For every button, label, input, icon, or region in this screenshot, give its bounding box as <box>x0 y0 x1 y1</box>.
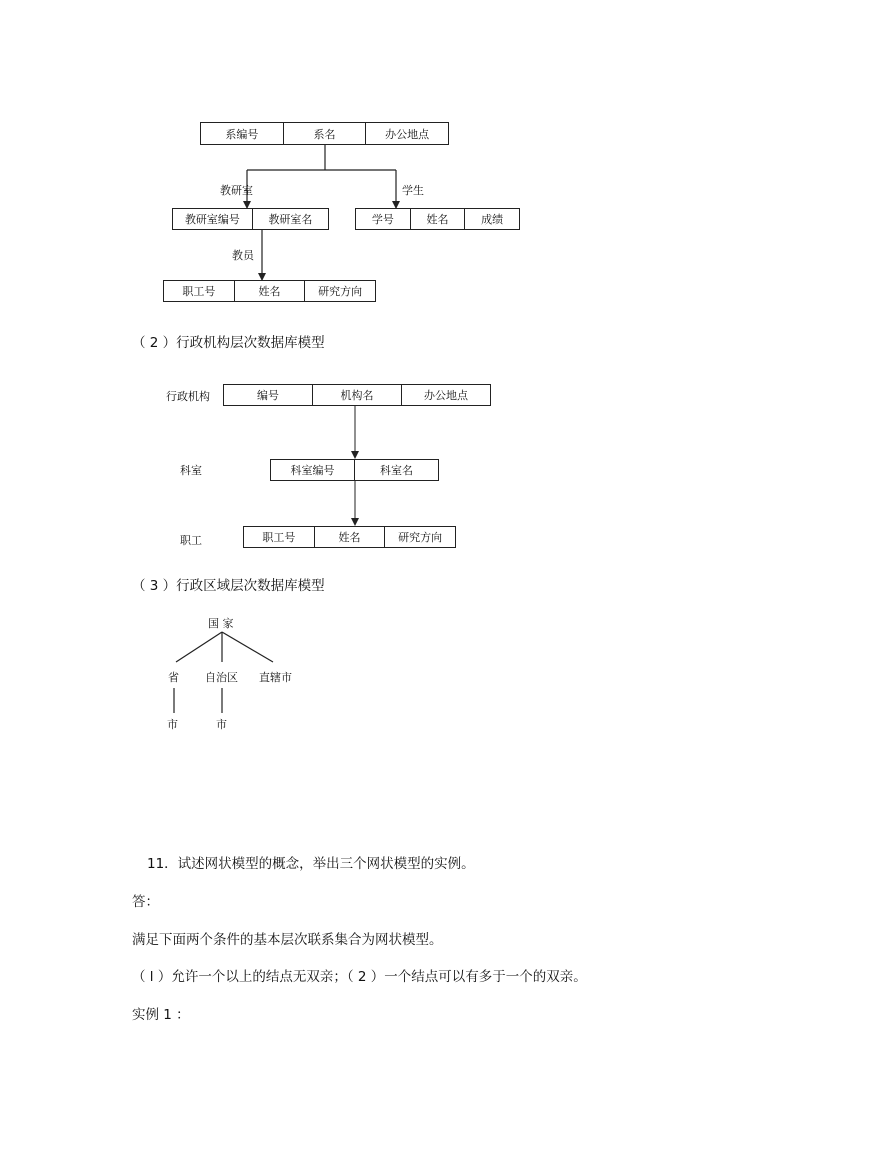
jys-record <box>172 208 329 230</box>
heading-region-model: （ 3 ）行政区域层次数据库模型 <box>132 578 325 594</box>
field-cell: 职工号 <box>182 285 216 298</box>
field-cell: 机构名 <box>312 385 401 405</box>
field-cell: 科室名 <box>354 460 438 480</box>
tree-node-city: 市 <box>167 718 178 731</box>
office-record <box>270 459 439 481</box>
segment-label-staff: 职工 <box>180 534 202 547</box>
tree-node-autonomous-region: 自治区 <box>205 671 238 684</box>
student-record <box>355 208 520 230</box>
teacher-record <box>163 280 376 302</box>
field-cell: 研究方向 <box>304 281 375 301</box>
field-cell: 学号 <box>371 213 394 226</box>
field-cell: 办公地点 <box>365 123 448 144</box>
definition-paragraph: 满足下面两个条件的基本层次联系集合为网状模型。 <box>132 932 443 948</box>
segment-label-jys: 教研室 <box>220 184 253 197</box>
field-cell: 姓名 <box>410 209 465 229</box>
example-1-label: 实例 1 ： <box>132 1007 190 1023</box>
tree-node-province: 省 <box>168 671 179 684</box>
segment-label-office: 科室 <box>180 464 202 477</box>
segment-label-org: 行政机构 <box>166 390 210 403</box>
segment-label-student: 学生 <box>402 184 424 197</box>
field-cell: 科室编号 <box>290 464 335 477</box>
question-11: 11．试述网状模型的概念，举出三个网状模型的实例。 <box>147 856 475 872</box>
field-cell: 编号 <box>257 389 279 402</box>
field-cell: 系编号 <box>225 127 259 141</box>
field-cell: 教研室名 <box>252 209 328 229</box>
answer-label: 答： <box>132 894 159 910</box>
field-cell: 研究方向 <box>384 527 455 547</box>
field-cell: 职工号 <box>262 531 296 544</box>
field-cell: 姓名 <box>234 281 305 301</box>
tree-node-root: 国 家 <box>208 617 234 630</box>
tree-node-city: 市 <box>216 718 227 731</box>
heading-org-model: （ 2 ）行政机构层次数据库模型 <box>132 335 325 351</box>
segment-label-teacher: 教员 <box>232 249 254 262</box>
tree-node-municipality: 直辖市 <box>259 671 292 684</box>
field-cell: 系名 <box>283 123 366 144</box>
field-cell: 教研室编号 <box>184 213 240 226</box>
field-cell: 成绩 <box>464 209 519 229</box>
org-record <box>223 384 491 406</box>
staff-record <box>243 526 456 548</box>
field-cell: 姓名 <box>314 527 385 547</box>
dept-record <box>200 122 449 145</box>
field-cell: 办公地点 <box>401 385 490 405</box>
tree-edge <box>222 632 273 662</box>
conditions-paragraph: （ l ）允许一个以上的结点无双亲；（ 2 ）一个结点可以有多于一个的双亲。 <box>132 969 587 985</box>
tree-edge <box>176 632 222 662</box>
